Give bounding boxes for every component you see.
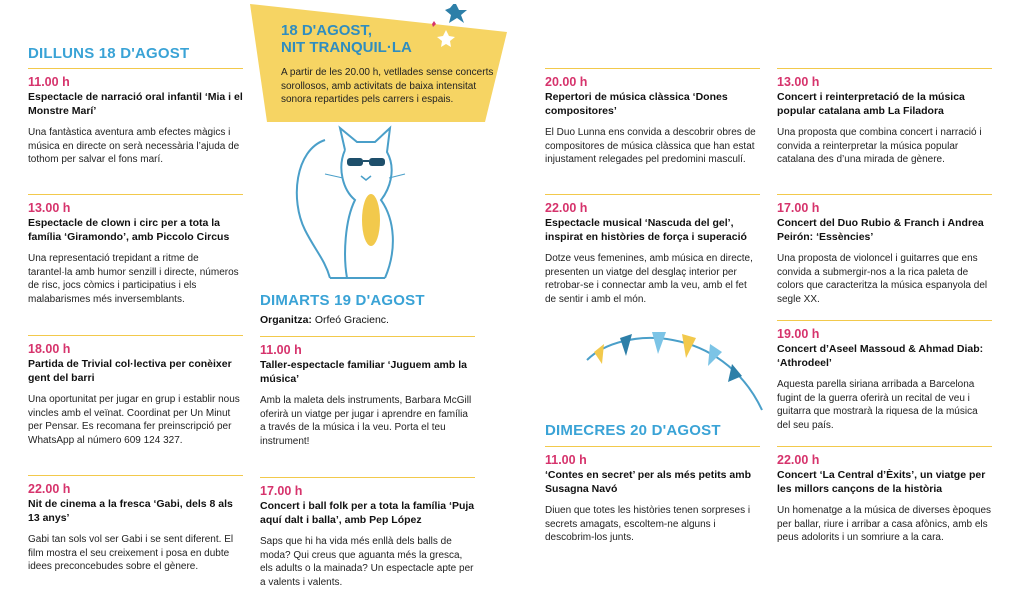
- event-dimarts-2: [260, 477, 475, 589]
- event-time: 18.00 h: [28, 342, 71, 356]
- divider: [777, 68, 992, 69]
- event-title: Concert del Duo Rubio & Franch i Andrea Peirón: ‘Essències’: [777, 217, 984, 243]
- divider: [260, 336, 475, 337]
- event-dilluns-4: [28, 475, 243, 574]
- event-dimecres-4: [777, 320, 992, 432]
- divider: [28, 194, 243, 195]
- event-description: Un homenatge a la música de diverses èpoques per ballar, riure i arribar a casa afònics, amb els peus adolorits i un somriure a la cara.: [777, 505, 992, 543]
- day-heading-dimecres: DIMECRES 20 D'AGOST: [545, 422, 721, 439]
- divider: [260, 477, 475, 478]
- divider: [545, 194, 760, 195]
- banner-title: 18 D'AGOST, NIT TRANQUIL·LA: [281, 22, 412, 56]
- event-description: Una fantàstica aventura amb efectes màgics i música en directe on serà necessària l’ajuda de tothom per salvar el fons marí.: [28, 127, 240, 165]
- event-description: Una proposta que combina concert i narració i convida a reinterpretar la música popular catalana des d’una mirada de gènere.: [777, 127, 982, 165]
- event-dilluns-3: [28, 335, 243, 447]
- event-time: 11.00 h: [260, 343, 302, 357]
- event-title: Repertori de música clàssica ‘Dones compositores’: [545, 91, 728, 117]
- event-time: 17.00 h: [777, 201, 820, 215]
- event-title: Partida de Trivial col·lectiva per conèixer gent del barri: [28, 358, 232, 384]
- organizer-label: Organitza:: [260, 314, 312, 326]
- event-title: Concert i ball folk per a tota la família ‘Puja aquí dalt i balla’, amb Pep López: [260, 500, 475, 526]
- event-time: 22.00 h: [777, 453, 820, 467]
- divider: [545, 446, 760, 447]
- event-title: Concert i reinterpretació de la música popular catalana amb La Filadora: [777, 91, 965, 117]
- event-dilluns-1: [28, 68, 243, 167]
- event-dilluns-5: [545, 68, 760, 167]
- event-description: Diuen que totes les històries tenen sorpreses i secrets amagats, escoltem-ne alguns i descobrim-los junts.: [545, 505, 751, 543]
- event-time: 22.00 h: [545, 201, 588, 215]
- event-title: Nit de cinema a la fresca ‘Gabi, dels 8 als 13 anys’: [28, 498, 233, 524]
- event-description: El Duo Lunna ens convida a descobrir obres de compositores de música clàssica que han estat injustament relegades pel predomini masculí.: [545, 127, 756, 165]
- event-time: 20.00 h: [545, 75, 588, 89]
- event-dimecres-5: [777, 446, 992, 545]
- event-title: Espectacle de narració oral infantil ‘Mia i el Monstre Marí’: [28, 91, 243, 117]
- event-dilluns-6: [545, 194, 760, 306]
- divider: [777, 194, 992, 195]
- event-title: ‘Contes en secret’ per als més petits amb Susagna Navó: [545, 469, 752, 495]
- event-title: Espectacle de clown i circ per a tota la família ‘Giramondo’, amb Piccolo Circus: [28, 217, 230, 243]
- star-icon: [445, 4, 467, 23]
- event-description: Una representació trepidant a ritme de tarantel·la amb humor senzill i directe, números de risc, jocs còmics i participatius i els malabarismes més inversemblants.: [28, 253, 239, 305]
- event-dimecres-3: [777, 194, 992, 306]
- event-time: 13.00 h: [777, 75, 820, 89]
- divider: [28, 68, 243, 69]
- organizer-line: [260, 314, 389, 326]
- event-description: Dotze veus femenines, amb música en directe, presenten un viatge del desglaç interior per retrobar-se i connectar amb la veu, amb el fet de sentir i amb el món.: [545, 253, 753, 305]
- event-title: Espectacle musical ‘Nascuda del gel’, inspirat en històries de força i superació: [545, 217, 747, 243]
- event-time: 19.00 h: [777, 327, 820, 341]
- divider: [28, 335, 243, 336]
- event-time: 11.00 h: [545, 453, 587, 467]
- organizer-value: Orfeó Gracienc.: [314, 314, 389, 326]
- event-dimecres-1: [545, 446, 760, 545]
- quiet-night-banner: [245, 4, 510, 124]
- event-dilluns-2: [28, 194, 243, 306]
- event-title: Concert ‘La Central d’Èxits’, un viatge per les millors cançons de la història: [777, 469, 986, 495]
- event-title: Taller-espectacle familiar ‘Juguem amb la música’: [260, 359, 467, 385]
- event-description: Aquesta parella siriana arribada a Barcelona fugint de la guerra oferirà un recital de veu i guitarra que mostrarà la riquesa de la música del seu país.: [777, 379, 978, 431]
- event-time: 13.00 h: [28, 201, 71, 215]
- divider: [545, 68, 760, 69]
- divider: [777, 446, 992, 447]
- banner-text: A partir de les 20.00 h, vetllades sense concerts sorollosos, amb activitats de baixa intensitat sonora repartides pels carrers i espais.: [281, 67, 494, 105]
- event-time: 11.00 h: [28, 75, 70, 89]
- day-heading-dilluns: DILLUNS 18 D'AGOST: [28, 45, 190, 62]
- event-time: 17.00 h: [260, 484, 303, 498]
- event-description: Saps que hi ha vida més enllà dels balls de moda? Qui creus que aguanta més la gresca, els adults o la mainada? Un espectacle apte per a valents i valents.: [260, 536, 474, 588]
- event-description: Amb la maleta dels instruments, Barbara McGill oferirà un viatge per jugar i aprendre en família a través de la música i la veu. Porta el teu instrument!: [260, 395, 472, 447]
- bunting-illustration: [582, 330, 767, 415]
- event-description: Una proposta de violoncel i guitarres que ens convida a submergir-nos a la rica paleta de colors que caracteritza la música espanyola del segle XX.: [777, 253, 988, 305]
- event-time: 22.00 h: [28, 482, 71, 496]
- cat-illustration: [285, 120, 415, 285]
- divider: [777, 320, 992, 321]
- event-dimecres-2: [777, 68, 992, 167]
- divider: [28, 475, 243, 476]
- event-dimarts-1: [260, 336, 475, 448]
- event-title: Concert d’Aseel Massoud & Ahmad Diab: ‘Athrodeel’: [777, 343, 984, 369]
- day-heading-dimarts: DIMARTS 19 D'AGOST: [260, 292, 425, 309]
- event-description: Gabi tan sols vol ser Gabi i se sent diferent. El film mostra el seu creixement i posa en dubte idees preconcebudes sobre el gènere.: [28, 534, 234, 572]
- event-description: Una oportunitat per jugar en grup i establir nous vincles amb el veïnat. Coordinat per Un Minut per Pensar. Es recomana fer preinscripció per WhatsApp al número 609 124 327.: [28, 394, 240, 446]
